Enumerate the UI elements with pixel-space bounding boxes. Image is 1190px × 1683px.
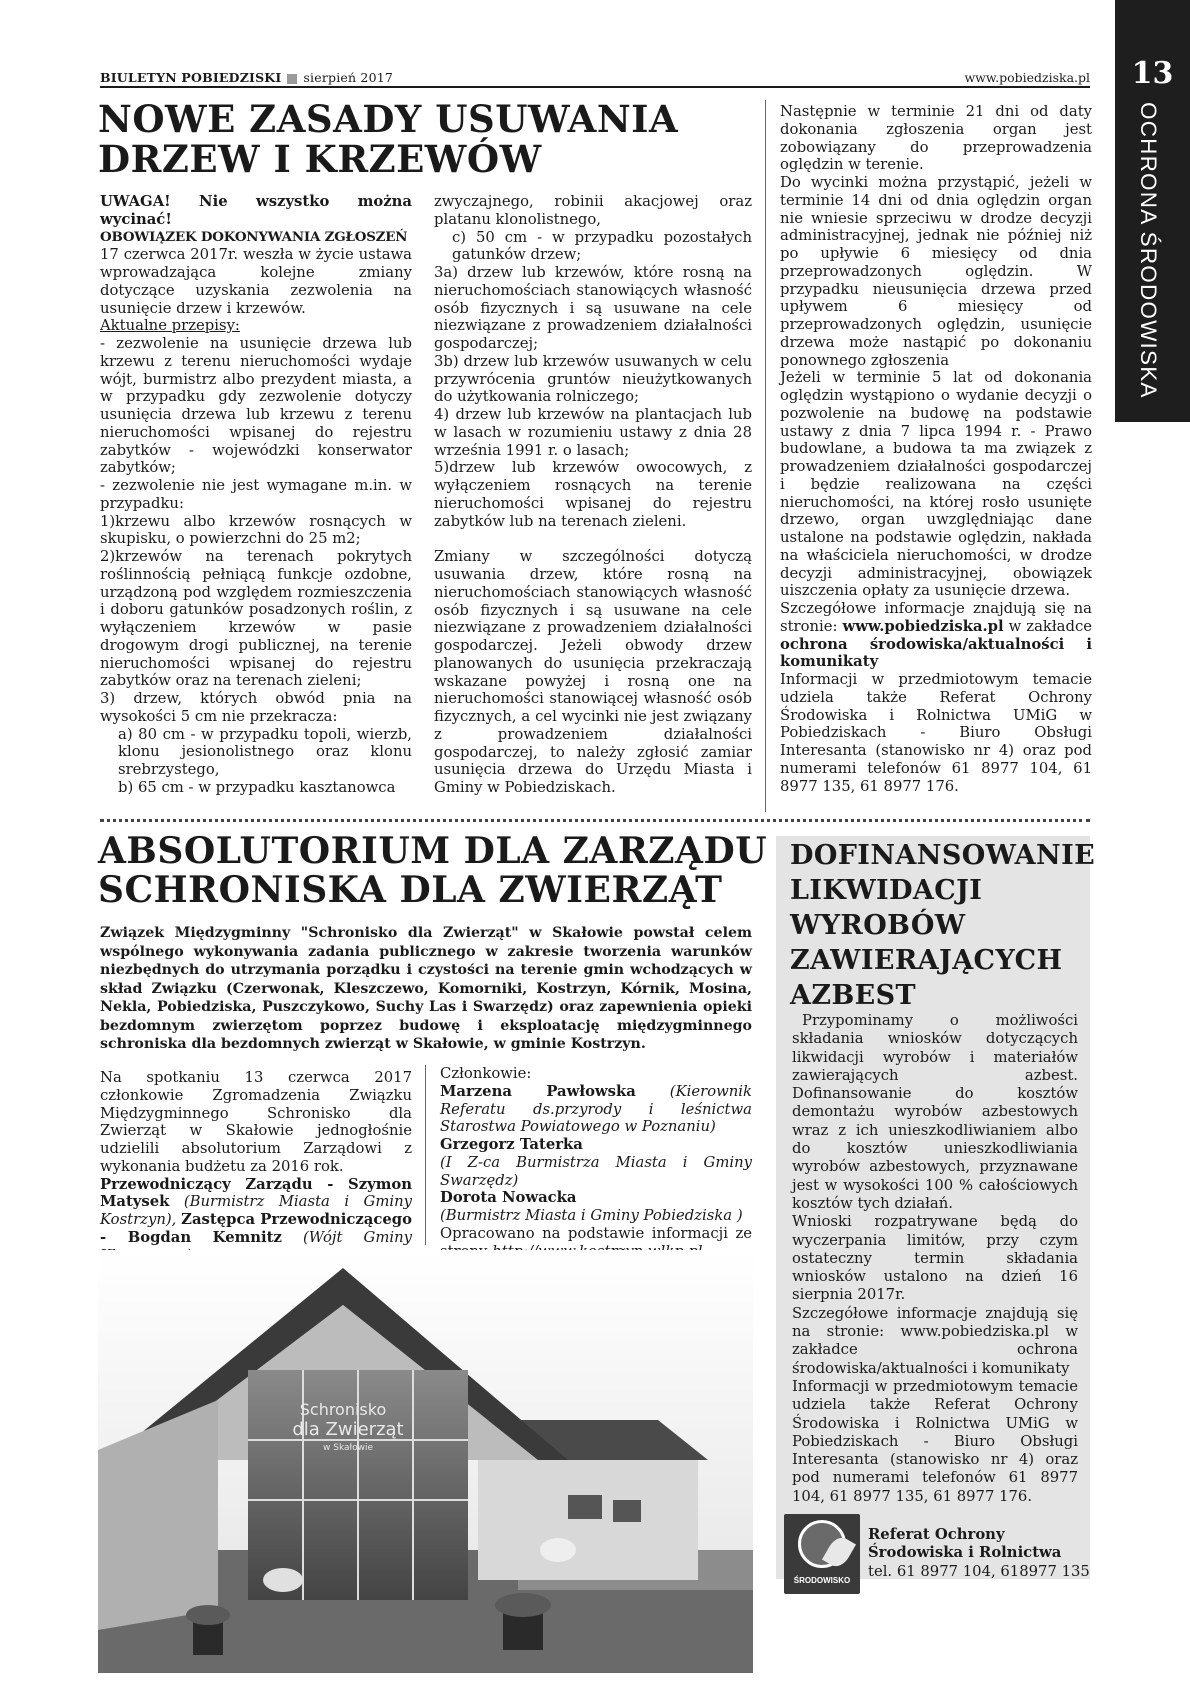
regulation-item: 4) drzew lub krzewów na plantacjach lub w lasach w rozumieniu ustawy z dnia 28 września 1991 r. o lasach;: [434, 406, 752, 459]
regulation-item: 3) drzew, których obwód pnia na wysokości 5 cm nie przekracza:: [100, 690, 412, 725]
asbestos-paragraph: Wnioski rozpatrywane będą do wyczerpania limitów, przy czym ostateczny termin składania wniosków ustalono na dzień 16 sierpnia 2017r.: [792, 1213, 1078, 1304]
regulation-item: - zezwolenie nie jest wymagane m.in. w przypadku:: [100, 477, 412, 512]
member-role: (Burmistrz Miasta i Gminy Pobiedziska ): [440, 1207, 743, 1224]
issue-date: sierpień 2017: [303, 70, 394, 85]
regulation-item: 3a) drzew lub krzewów, które rosną na nieruchomościach stanowiących własność osób fizycznych i są usuwane na cele niezwiązane z prowadzeniem działalności gospodarczej;: [434, 264, 752, 352]
regulation-subitem: zwyczajnego, robinii akacjowej oraz platanu klonolistnego,: [434, 193, 752, 228]
asbestos-title-line: WYROBÓW: [790, 910, 966, 941]
regulations-heading: Aktualne przepisy:: [100, 317, 240, 335]
column-separator: [425, 1065, 426, 1245]
shelter-sign: Schronisko: [299, 1400, 387, 1419]
felling-paragraph: Do wycinki można przystąpić, jeżeli w terminie 14 dni od dnia oględzin organ nie wniesie sprzeciwu w drodze decyzji administracyjnej, jednak nie później niż po upływie 6 miesięcy od dnia przeprowadzonych oględzin. W przypadku nieusunięcia drzewa przed upływem 6 miesięcy od przeprowadzonych oględzin, usunięcie drzewa może nastąpić po dokonaniu ponownego zgłoszenia: [780, 174, 1092, 369]
asbestos-title-line: ZAWIERAJĄCYCH: [790, 945, 1063, 976]
contact-paragraph: Informacji w przedmiotowym temacie udziela także Referat Ochrony Środowiska i Rolnictwa UMiG w Pobiedziskach - Biuro Obsługi Interesanta (stanowisko nr 4) oraz pod numerami telefonów 61 8977 104, 61 8977 135, 61 8977 176.: [780, 671, 1092, 795]
shelter-sign: dla Zwierząt: [292, 1419, 404, 1440]
department-name: Referat Ochrony Środowiska i Rolnictwa: [868, 1526, 1062, 1561]
column-separator: [765, 100, 766, 812]
regulation-subitem: c) 50 cm - w przypadku pozostałych gatunków drzew;: [452, 228, 752, 264]
meeting-paragraph: Na spotkaniu 13 czerwca 2017 członkowie Zgromadzenia Związku Międzygminnego Schronisko dla Zwierząt w Skałowie jednogłośnie udzielili absolutorium Zarządowi z wykonania budżetu za 2016 rok.: [100, 1069, 412, 1175]
duty-heading: OBOWIĄZEK DOKONYWANIA ZGŁOSZEŃ: [100, 228, 408, 245]
fee-paragraph: Jeżeli w terminie 5 lat od dokonania oględzin wystąpiono o wydanie decyzji o pozwolenie na budowę na podstawie ustawy z dnia 7 lipca 1994 r. - Prawo budowlane, a budowa ta ma związek z prowadzeniem działalności gospodarczej i będzie realizowana na części nieruchomości, na której rosło usunięte drzewo, organ uwzględniając dane ustalone na podstawie oględzin, nakłada na właściciela nieruchomości, w drodze decyzji administracyjnej, obowiązek uiszczenia opłaty za usunięcie drzewa.: [780, 369, 1092, 600]
intro-paragraph: 17 czerwca 2017r. weszła w życie ustawa wprowadzająca kolejne zmiany dotyczące uzyskania zezwolenia na usunięcie drzew i krzewów.: [100, 246, 412, 317]
asbestos-body: [792, 1012, 1078, 1506]
environment-logo: [784, 1514, 860, 1594]
member-name: Dorota Nowacka: [440, 1189, 577, 1207]
asbestos-paragraph: Informacji w przedmiotowym temacie udziela także Referat Ochrony Środowiska i Rolnictwa UMiG w Pobiedziskach - Biuro Obsługi Interesanta (stanowisko nr 4) oraz pod numerami telefonów 61 8977 104, 61 8977 135, 61 8977 176.: [792, 1377, 1078, 1505]
separator-square: [287, 74, 297, 84]
page-number: 13: [1131, 56, 1174, 91]
source-note: Opracowano na podstawie informacji ze: [440, 1225, 752, 1261]
article2-column1: [100, 1069, 412, 1264]
member-name: Grzegorz Taterka: [440, 1136, 583, 1153]
article1-column2: [434, 193, 752, 797]
article1-title-line1: NOWE ZASADY USUWANIA: [98, 97, 679, 141]
header-rule: [100, 86, 1090, 88]
asbestos-title-line: AZBEST: [790, 980, 917, 1011]
regulation-item: 2)krzewów na terenach pokrytych roślinnością pełniącą funkcje ozdobne, urządzoną pod względem rozmieszczenia i doboru gatunków posadzonych roślin, z wyłączeniem krzewów w pasie drogowym drogi publicznej, na terenie nieruchomości wpisanej do rejestru zabytków oraz na terenach zieleni;: [100, 548, 412, 690]
warning-line: UWAGA! Nie wszystko można wycinać!: [100, 193, 412, 228]
regulation-subitem: a) 80 cm - w przypadku topoli, wierzb, klonu jesionolistnego oraz klonu srebrzystego,: [118, 725, 412, 778]
department-phone: tel. 61 8977 104, 618977 135: [868, 1563, 1090, 1580]
regulation-item: - zezwolenie na usunięcie drzewa lub krzewu z terenu nieruchomości wydaje wójt, burmistrz albo prezydent miasta, a w przypadku gdy zezwolenie dotyczy usunięcia drzewa lub krzewu z terenu nieruchomości wpisanej do rejestru zabytków - wojewódzki konserwator zabytków;: [100, 335, 412, 477]
shelter-photo: [98, 1250, 753, 1673]
logo-caption: ŚRODOWISKO: [793, 1576, 851, 1585]
website-link[interactable]: www.pobiedziska.pl: [964, 70, 1090, 85]
masthead: [100, 70, 393, 85]
leaf-icon: [798, 1520, 846, 1568]
publication-name: BIULETYN POBIEDZISKI: [100, 70, 282, 85]
asbestos-paragraph: Szczegółowe informacje znajdują się na stronie: www.pobiedziska.pl w zakładce ochrona środowiska/aktualności i komunikaty: [792, 1304, 1078, 1377]
regulation-item: 5)drzew lub krzewów owocowych, z wyłączeniem rosnących na terenie nieruchomości wpisanej do rejestru zabytków lub na terenach zieleni.: [434, 459, 752, 530]
article2-title: [98, 832, 767, 910]
asbestos-title-line: LIKWIDACJI: [790, 875, 983, 906]
article1-column3: [780, 103, 1092, 795]
asbestos-title-line: DOFINANSOWANIE: [790, 840, 1096, 871]
article2-title-line2: SCHRONISKA DLA ZWIERZĄT: [98, 868, 723, 911]
member-entry: Marzena Pawłowska (Kierownik Referatu ds.przyrody i leśnictwa Starostwa Powiatowego w Poznaniu): [440, 1082, 752, 1136]
website-link[interactable]: www.pobiedziska.pl: [842, 617, 1004, 635]
section-label: OCHRONA ŚRODOWISKA: [1136, 102, 1161, 399]
tab-reference: ochrona środowiska/aktualności i komunikaty: [780, 635, 1092, 671]
article1-column1: [100, 193, 412, 797]
board-paragraph: Przewodniczący Zarządu - Szymon Matysek (Burmistrz Miasta i Gminy Kostrzyn), Zastępca Przewodniczącego - Bogdan Kemnitz (Wójt Gminy: [100, 1175, 413, 1246]
asbestos-box: [776, 836, 1096, 1585]
regulation-subitem: b) 65 cm - w przypadku kasztanowca: [118, 778, 396, 796]
article1-title-line2: DRZEW I KRZEWÓW: [98, 136, 542, 181]
member-role: (I Z-ca Burmistrza Miasta i Gminy Swarzędz): [440, 1153, 752, 1189]
article1-title: [98, 97, 679, 181]
changes-paragraph: Zmiany w szczególności dotyczą usuwania drzew, które rosną na nieruchomościach stanowiących własność osób fizycznych i są usuwane na cele niezwiązane z prowadzeniem działalności gospodarczej. Jeżeli obwody drzew planowanych do usunięcia przekraczają wskazane powyżej i rosną one na nieruchomości stanowiącej własność osób fizycznych, a cel wycinki nie jest związany z prowadzeniem działalności gospodarczej, to należy zgłosić zamiar usunięcia drzewa do Urzędu Miasta i Gminy w Pobiedziskach.: [434, 548, 752, 796]
inspection-paragraph: Następnie w terminie 21 dni od daty dokonania zgłoszenia organ jest zobowiązany do przeprowadzenia oględzin w terenie.: [780, 103, 1092, 174]
shelter-building-image: [98, 1250, 753, 1673]
section-tab: [1115, 0, 1190, 422]
article2-column2: [440, 1065, 752, 1260]
asbestos-title: [790, 836, 1095, 1013]
members-label: Członkowie:: [440, 1065, 532, 1082]
regulation-item: 1)krzewu albo krzewów rosnących w skupisku, o powierzchni do 25 m2;: [100, 512, 412, 548]
details-paragraph: Szczegółowe informacje znajdują się na stronie: www.pobiedziska.pl w zakładce ochrona środowiska/aktualności i komunikaty: [780, 600, 1092, 671]
article2-lead: Związek Międzygminny "Schronisko dla Zwierząt" w Skałowie powstał celem wspólnego wykonywania zadania publicznego w zakresie tworzenia warunków niezbędnych do utrzymania porządku i czystości na terenie gmin wchodzących w skład Związku (Czerwonak, Kleszczewo, Komorniki, Kostrzyn, Kórnik, Mosina, Nekla, Pobiedziska, Puszczykowo, Suchy Las i Swarzędz) oraz zapewnienia opieki bezdomnym zwierzętom poprzez budowę i eksploatację międzygminnego schroniska dla bezdomnych zwierząt w Skałowie, w gminie Kostrzyn.: [100, 925, 752, 1052]
section-divider: [100, 819, 1090, 822]
shelter-sign: w Skałowie: [323, 1443, 373, 1453]
regulation-item: 3b) drzew lub krzewów usuwanych w celu przywrócenia gruntów nieużytkowanych do użytkowania rolniczego;: [434, 352, 752, 406]
asbestos-paragraph: Przypominamy o możliwości składania wniosków dotyczących likwidacji wyrobów i materiałów zawierających azbest. Dofinansowanie do kosztów demontażu wyrobów azbestowych wraz z ich unieszkodliwianiem albo do kosztów unieszkodliwiania wyrobów azbestowych, przyznawane jest w wysokości 100 % całościowych kosztów tych działań.: [792, 1012, 1078, 1212]
article2-title-line1: ABSOLUTORIUM DLA ZARZĄDU: [98, 830, 768, 872]
